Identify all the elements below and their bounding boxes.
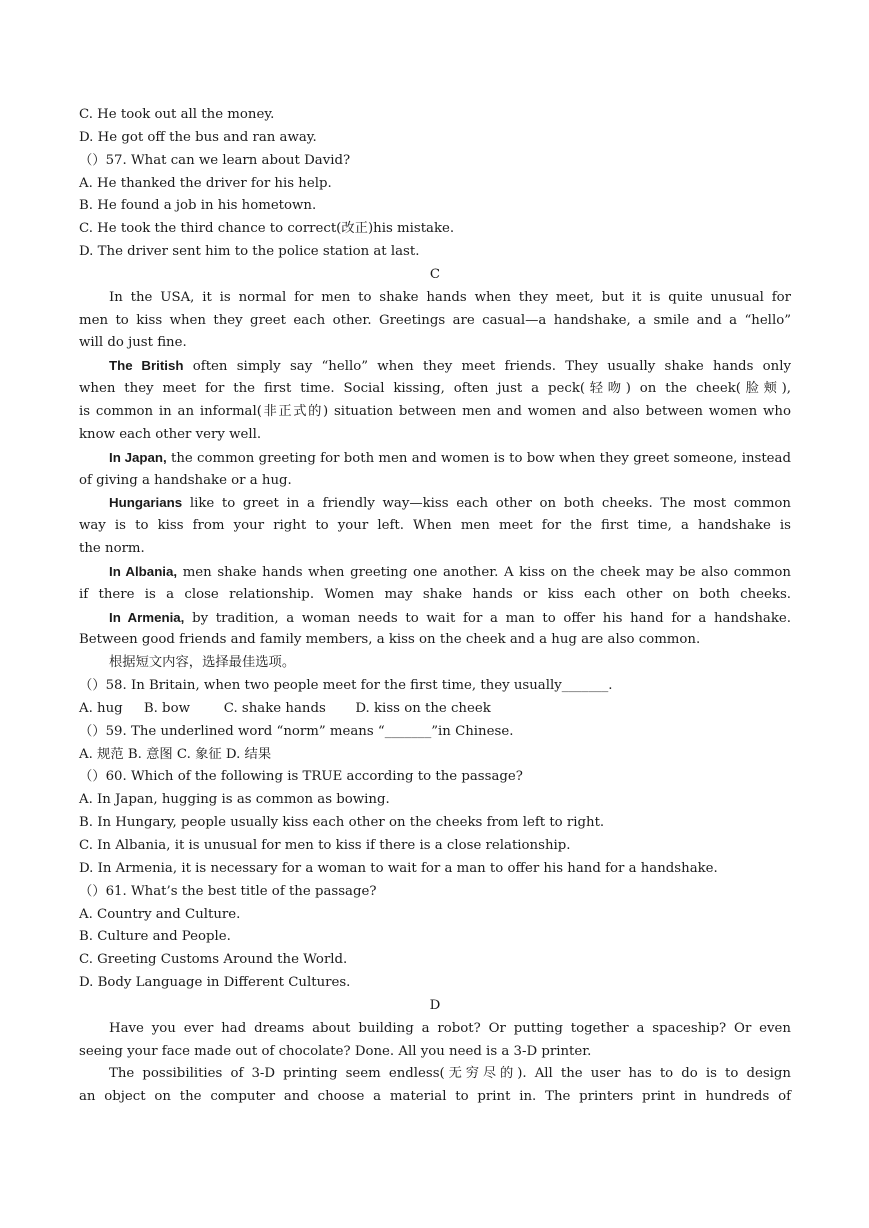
para-lead: Hungarians [109, 495, 183, 511]
passage-c-para2-line: know each other very well. [79, 426, 262, 442]
question-60: （）60. Which of the following is TRUE according to the passage? [79, 769, 523, 785]
passage-c-para1-line: In the USA, it is normal for men to shake hands when they meet, but it is quite unusual for [109, 289, 791, 305]
para-lead: In Japan, [109, 449, 167, 465]
passage-c-para1-line: will do just fine. [79, 335, 187, 351]
passage-c-para1-line: men to kiss when they greet each other. Greetings are casual—a handshake, a smile and a “hello” [79, 312, 791, 328]
para-lead: In Armenia, [109, 609, 185, 625]
option-line: C. Greeting Customs Around the World. [79, 952, 348, 968]
passage-c-para4-line: way is to kiss from your right to your left. When men meet for the first time, a handshake is [79, 518, 791, 534]
option-line: D. In Armenia, it is necessary for a woman to wait for a man to offer his hand for a handshake. [79, 860, 718, 876]
question-61: （）61. What’s the best title of the passage? [79, 883, 377, 899]
options-58: A. hug B. bow C. shake hands D. kiss on the cheek [79, 700, 491, 716]
passage-c-para4-line: Hungarians like to greet in a friendly way—kiss each other on both cheeks. The most common [109, 495, 791, 512]
option-line: D. He got off the bus and ran away. [79, 129, 317, 145]
option-line: C. In Albania, it is unusual for men to kiss if there is a close relationship. [79, 838, 571, 853]
passage-d-para1-line: seeing your face made out of chocolate? Done. All you need is a 3-D printer. [79, 1043, 592, 1059]
option-line: B. In Hungary, people usually kiss each other on the cheeks from left to right. [79, 815, 605, 831]
passage-c-para6-line: In Armenia, by tradition, a woman needs to wait for a man to offer his hand for a handshake. [109, 609, 791, 626]
passage-d-para2-line: an object on the computer and choose a material to print in. The printers print in hundreds of [79, 1089, 791, 1105]
instruction-text: 根据短文内容，选择最佳选项。 [109, 655, 296, 671]
passage-c-para2-line: The British often simply say “hello” when they meet friends. They usually shake hands only [109, 358, 791, 375]
option-line: D. Body Language in Different Cultures. [79, 975, 351, 991]
option-line: B. Culture and People. [79, 929, 231, 945]
section-d-heading: D [429, 997, 441, 1013]
option-line: B. He found a job in his hometown. [79, 198, 317, 214]
passage-c-para4-line: the norm. [79, 541, 145, 557]
para-lead: In Albania, [109, 563, 178, 579]
passage-c-para3-line: In Japan, the common greeting for both men and women is to bow when they greet someone, instead [109, 449, 791, 466]
passage-d-para1-line: Have you ever had dreams about building a robot? Or putting together a spaceship? Or even [109, 1020, 791, 1036]
option-line: A. Country and Culture. [79, 906, 241, 922]
passage-c-para2-line: is common in an informal(非正式的) situation between men and women and also between women who [79, 403, 791, 419]
option-line: A. In Japan, hugging is as common as bowing. [79, 792, 390, 808]
para-lead: The British [109, 358, 184, 374]
options-59: A. 规范 B. 意图 C. 象征 D. 结果 [79, 746, 272, 762]
option-line: C. He took the third chance to correct(改正)his mistake. [79, 221, 455, 237]
exam-page [79, 104, 791, 1109]
passage-c-para3-line: of giving a handshake or a hug. [79, 472, 292, 488]
option-line: D. The driver sent him to the police station at last. [79, 244, 420, 260]
option-line: A. He thanked the driver for his help. [79, 175, 332, 191]
passage-c-para5-line: In Albania, men shake hands when greeting one another. A kiss on the cheek may be also common [109, 563, 791, 580]
question-57: （）57. What can we learn about David? [79, 152, 351, 168]
question-59: （）59. The underlined word “norm” means “_______”in Chinese. [79, 723, 514, 739]
option-line: C. He took out all the money. [79, 107, 275, 122]
passage-d-para2-line: The possibilities of 3-D printing seem endless(无穷尽的). All the user has to do is to design [109, 1066, 791, 1082]
passage-c-para6-line: Between good friends and family members, a kiss on the cheek and a hug are also common. [79, 632, 701, 648]
section-c-heading: C [429, 266, 441, 282]
passage-c-para2-line: when they meet for the first time. Social kissing, often just a peck(轻吻) on the cheek(脸颊), [79, 381, 791, 397]
passage-c-para5-line: if there is a close relationship. Women may shake hands or kiss each other on both cheeks. [79, 586, 791, 602]
question-58: （）58. In Britain, when two people meet for the first time, they usually_______. [79, 678, 613, 694]
